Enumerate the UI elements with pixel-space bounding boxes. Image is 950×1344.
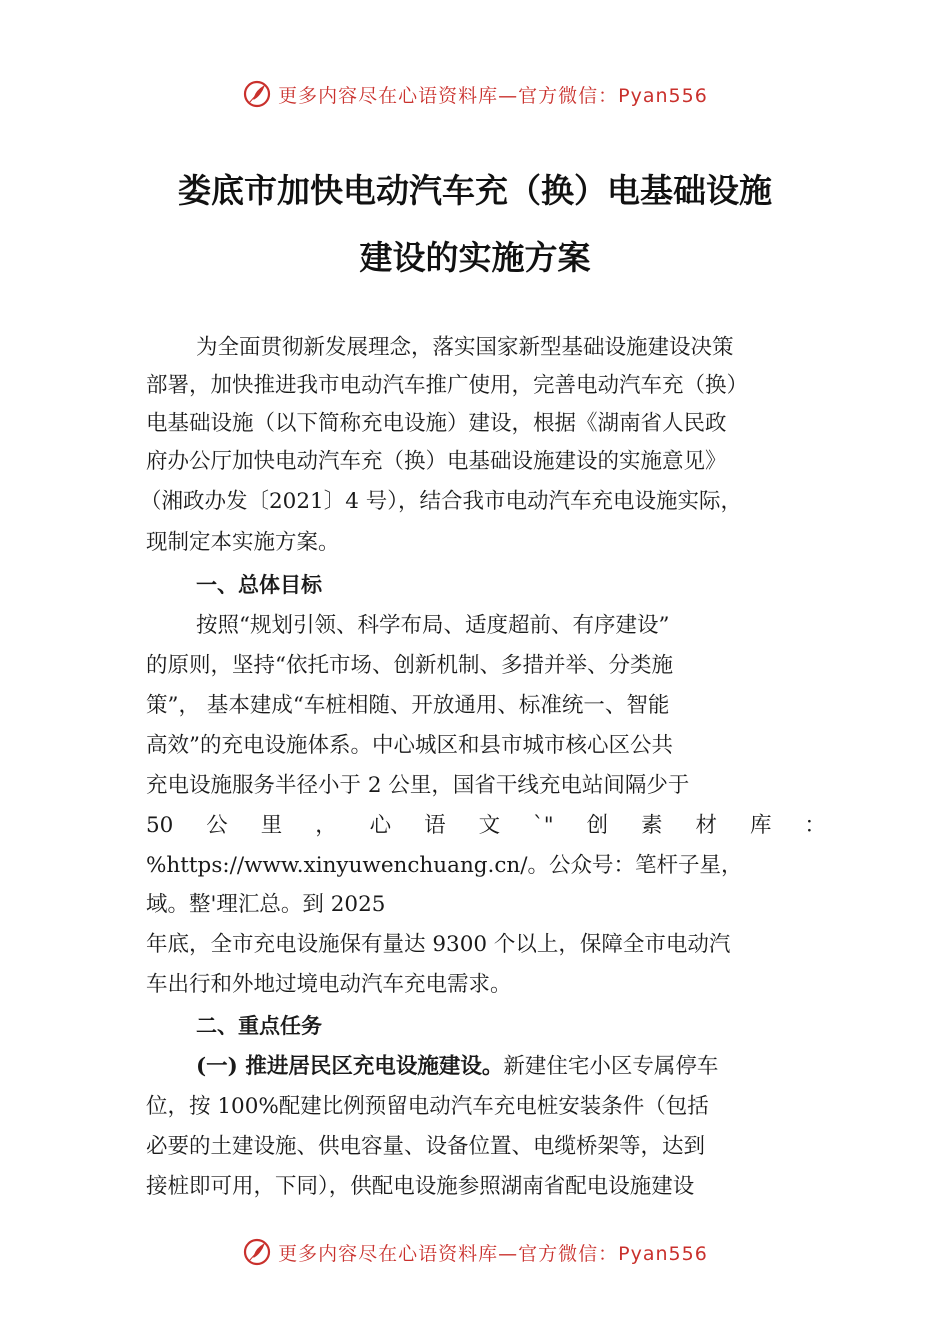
spread-token: 素 [641, 813, 663, 838]
paragraph-line: 车出行和外地过境电动汽车充电需求。 [146, 972, 512, 997]
paragraph-line: %https://www.xinyuwenchuang.cn/。公众号：笔杆子星， [146, 853, 743, 878]
document-title-line-1: 娄底市加快电动汽车充（换）电基础设施 [178, 171, 772, 210]
paragraph-line: 为全面贯彻新发展理念，落实国家新型基础设施建设决策 [196, 335, 734, 360]
paragraph-text: 新建住宅小区专属停车 [503, 1054, 719, 1079]
paragraph-line: 高效”的充电设施体系。中心城区和县市城市核心区公共 [146, 733, 673, 758]
paragraph-line: 按照“规划引领、科学布局、适度超前、有序建设” [196, 613, 670, 638]
paragraph-line: 部署，加快推进我市电动汽车推广使用，完善电动汽车充（换） [146, 373, 749, 398]
paragraph-line: 充电设施服务半径小于 2 公里，国省干线充电站间隔少于 [146, 773, 690, 798]
footer-watermark-banner [0, 1232, 950, 1272]
spread-token: 心 [369, 813, 392, 838]
spread-token: 材 [695, 813, 718, 838]
banner-text: 更多内容尽在心语资料库—官方微信：Pyan556 [278, 84, 708, 107]
spread-token: 创 [586, 813, 609, 838]
spread-token: ， [315, 813, 337, 838]
paragraph-line: 的原则，坚持“依托市场、创新机制、多措并举、分类施 [146, 653, 673, 678]
paragraph-line: 电基础设施（以下简称充电设施）建设，根据《湖南省人民政 [146, 411, 727, 436]
spread-token: 语 [424, 813, 446, 838]
document-title-line-2: 建设的实施方案 [359, 238, 591, 277]
spread-token: 里 [260, 813, 283, 838]
paragraph-line: 现制定本实施方案。 [146, 530, 340, 555]
paragraph-line: 位，按 100%配建比例预留电动汽车充电桩安装条件（包括 [146, 1094, 709, 1119]
paragraph-line [196, 1052, 718, 1082]
feather-quill-icon [242, 1237, 272, 1267]
section-heading-2: 二、重点任务 [196, 1014, 322, 1038]
spread-token: ： [804, 813, 826, 838]
spread-token: `" [533, 813, 554, 838]
paragraph-line: 府办公厅加快电动汽车充（换）电基础设施建设的实施意见》 [146, 449, 727, 474]
spread-token: 库 [749, 813, 772, 838]
paragraph-line: 策”， 基本建成“车桩相随、开放通用、标准统一、智能 [146, 693, 670, 718]
spread-justified-line [146, 811, 826, 841]
spread-token: 文 [478, 813, 501, 838]
paragraph-line: 域。整'理汇总。到 2025 [146, 892, 386, 917]
header-watermark-banner [0, 74, 950, 114]
paragraph-line: 必要的土建设施、供电容量、设备位置、电缆桥架等，达到 [146, 1134, 706, 1159]
banner-text: 更多内容尽在心语资料库—官方微信：Pyan556 [278, 1242, 708, 1265]
paragraph-line: 接桩即可用，下同），供配电设施参照湖南省配电设施建设 [146, 1174, 695, 1199]
feather-quill-icon [242, 79, 272, 109]
paragraph-line: 年底，全市充电设施保有量达 9300 个以上，保障全市电动汽 [146, 932, 731, 957]
subsection-lead: (一) 推进居民区充电设施建设。 [196, 1054, 504, 1079]
section-heading-1: 一、总体目标 [196, 573, 322, 597]
spread-token: 公 [206, 813, 228, 838]
paragraph-line: （湘政办发〔2021〕4 号），结合我市电动汽车充电设施实际， [140, 489, 742, 514]
spread-token: 50 [146, 813, 174, 838]
